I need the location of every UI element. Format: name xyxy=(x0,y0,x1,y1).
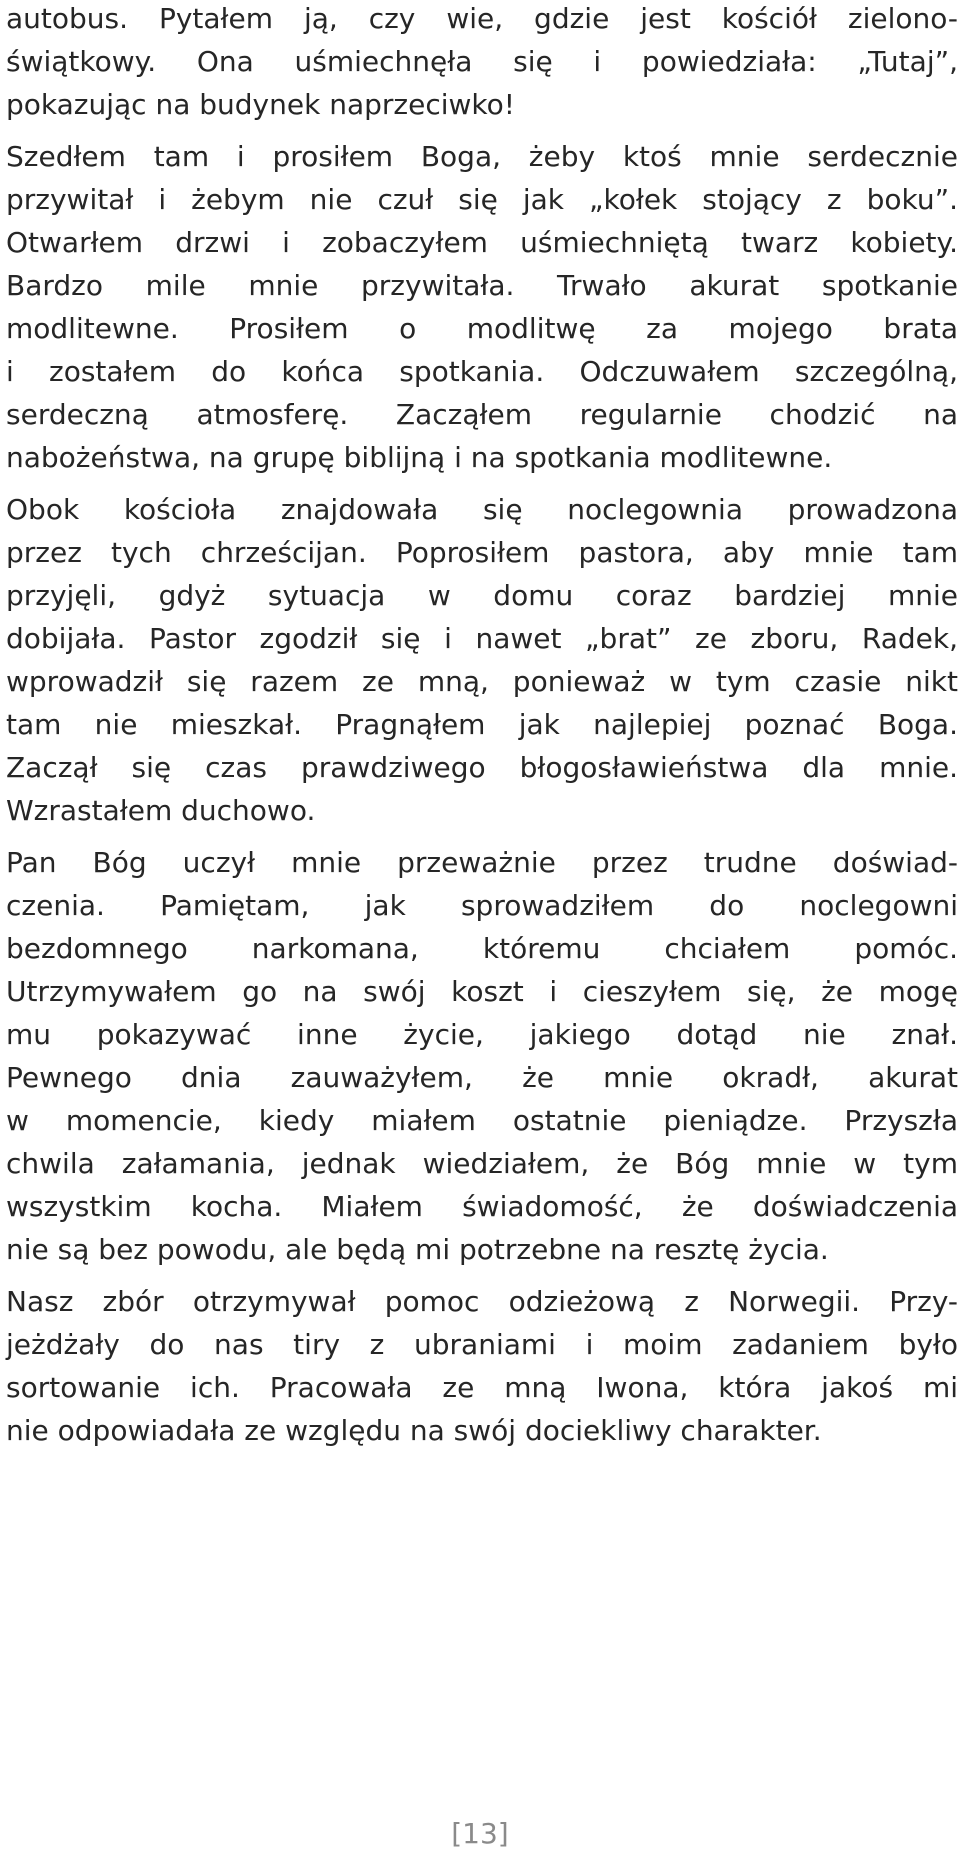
text-line: Bardzo mile mnie przywitała. Trwało akurat spotkanie xyxy=(6,269,958,302)
page-number: [13] xyxy=(451,1817,509,1850)
text-line: wprowadził się razem ze mną, ponieważ w tym czasie nikt xyxy=(6,665,958,698)
text-line: modlitewne. Prosiłem o modlitwę za mojego brata xyxy=(6,312,958,345)
text-line: tam nie mieszkał. Pragnąłem jak najlepiej poznać Boga. xyxy=(6,708,958,741)
text-line: w momencie, kiedy miałem ostatnie pieniądze. Przyszła xyxy=(6,1104,958,1137)
text-line: mu pokazywać inne życie, jakiego dotąd nie znał. xyxy=(6,1018,958,1051)
text-line: nabożeństwa, na grupę biblijną i na spotkania modlitewne. xyxy=(6,441,833,474)
text-line: Nasz zbór otrzymywał pomoc odzieżową z Norwegii. Przy- xyxy=(6,1285,958,1318)
text-line: pokazując na budynek naprzeciwko! xyxy=(6,88,515,121)
text-line: Pan Bóg uczył mnie przeważnie przez trudne doświad- xyxy=(6,846,958,879)
text-line: Zaczął się czas prawdziwego błogosławieństwa dla mnie. xyxy=(6,751,958,784)
text-line: i zostałem do końca spotkania. Odczuwałem szczególną, xyxy=(6,355,958,388)
text-line: chwila załamania, jednak wiedziałem, że Bóg mnie w tym xyxy=(6,1147,958,1180)
text-line: Obok kościoła znajdowała się noclegownia prowadzona xyxy=(6,493,958,526)
text-line: dobijała. Pastor zgodził się i nawet „brat” ze zboru, Radek, xyxy=(6,622,958,655)
text-line: świątkowy. Ona uśmiechnęła się i powiedziała: „Tutaj”, xyxy=(6,45,958,78)
text-line: sortowanie ich. Pracowała ze mną Iwona, która jakoś mi xyxy=(6,1371,958,1404)
text-line: Wzrastałem duchowo. xyxy=(6,794,316,827)
text-line: Otwarłem drzwi i zobaczyłem uśmiechniętą twarz kobiety. xyxy=(6,226,958,259)
text-line: przez tych chrześcijan. Poprosiłem pastora, aby mnie tam xyxy=(6,536,958,569)
text-line: czenia. Pamiętam, jak sprowadziłem do noclegowni xyxy=(6,889,958,922)
text-line: przywitał i żebym nie czuł się jak „kołek stojący z boku”. xyxy=(6,183,958,216)
text-line: Pewnego dnia zauważyłem, że mnie okradł, akurat xyxy=(6,1061,958,1094)
text-line: nie odpowiadała ze względu na swój dociekliwy charakter. xyxy=(6,1414,822,1447)
text-line: nie są bez powodu, ale będą mi potrzebne na resztę życia. xyxy=(6,1233,829,1266)
text-line: serdeczną atmosferę. Zacząłem regularnie chodzić na xyxy=(6,398,958,431)
text-line: autobus. Pytałem ją, czy wie, gdzie jest kościół zielono- xyxy=(6,2,958,35)
text-line: Szedłem tam i prosiłem Boga, żeby ktoś mnie serdecznie xyxy=(6,140,958,173)
text-line: jeżdżały do nas tiry z ubraniami i moim zadaniem było xyxy=(6,1328,958,1361)
body-text xyxy=(6,0,958,1800)
text-line: wszystkim kocha. Miałem świadomość, że doświadczenia xyxy=(6,1190,958,1223)
text-line: przyjęli, gdyż sytuacja w domu coraz bardziej mnie xyxy=(6,579,958,612)
text-line: bezdomnego narkomana, któremu chciałem pomóc. xyxy=(6,932,958,965)
text-line: Utrzymywałem go na swój koszt i cieszyłem się, że mogę xyxy=(6,975,958,1008)
